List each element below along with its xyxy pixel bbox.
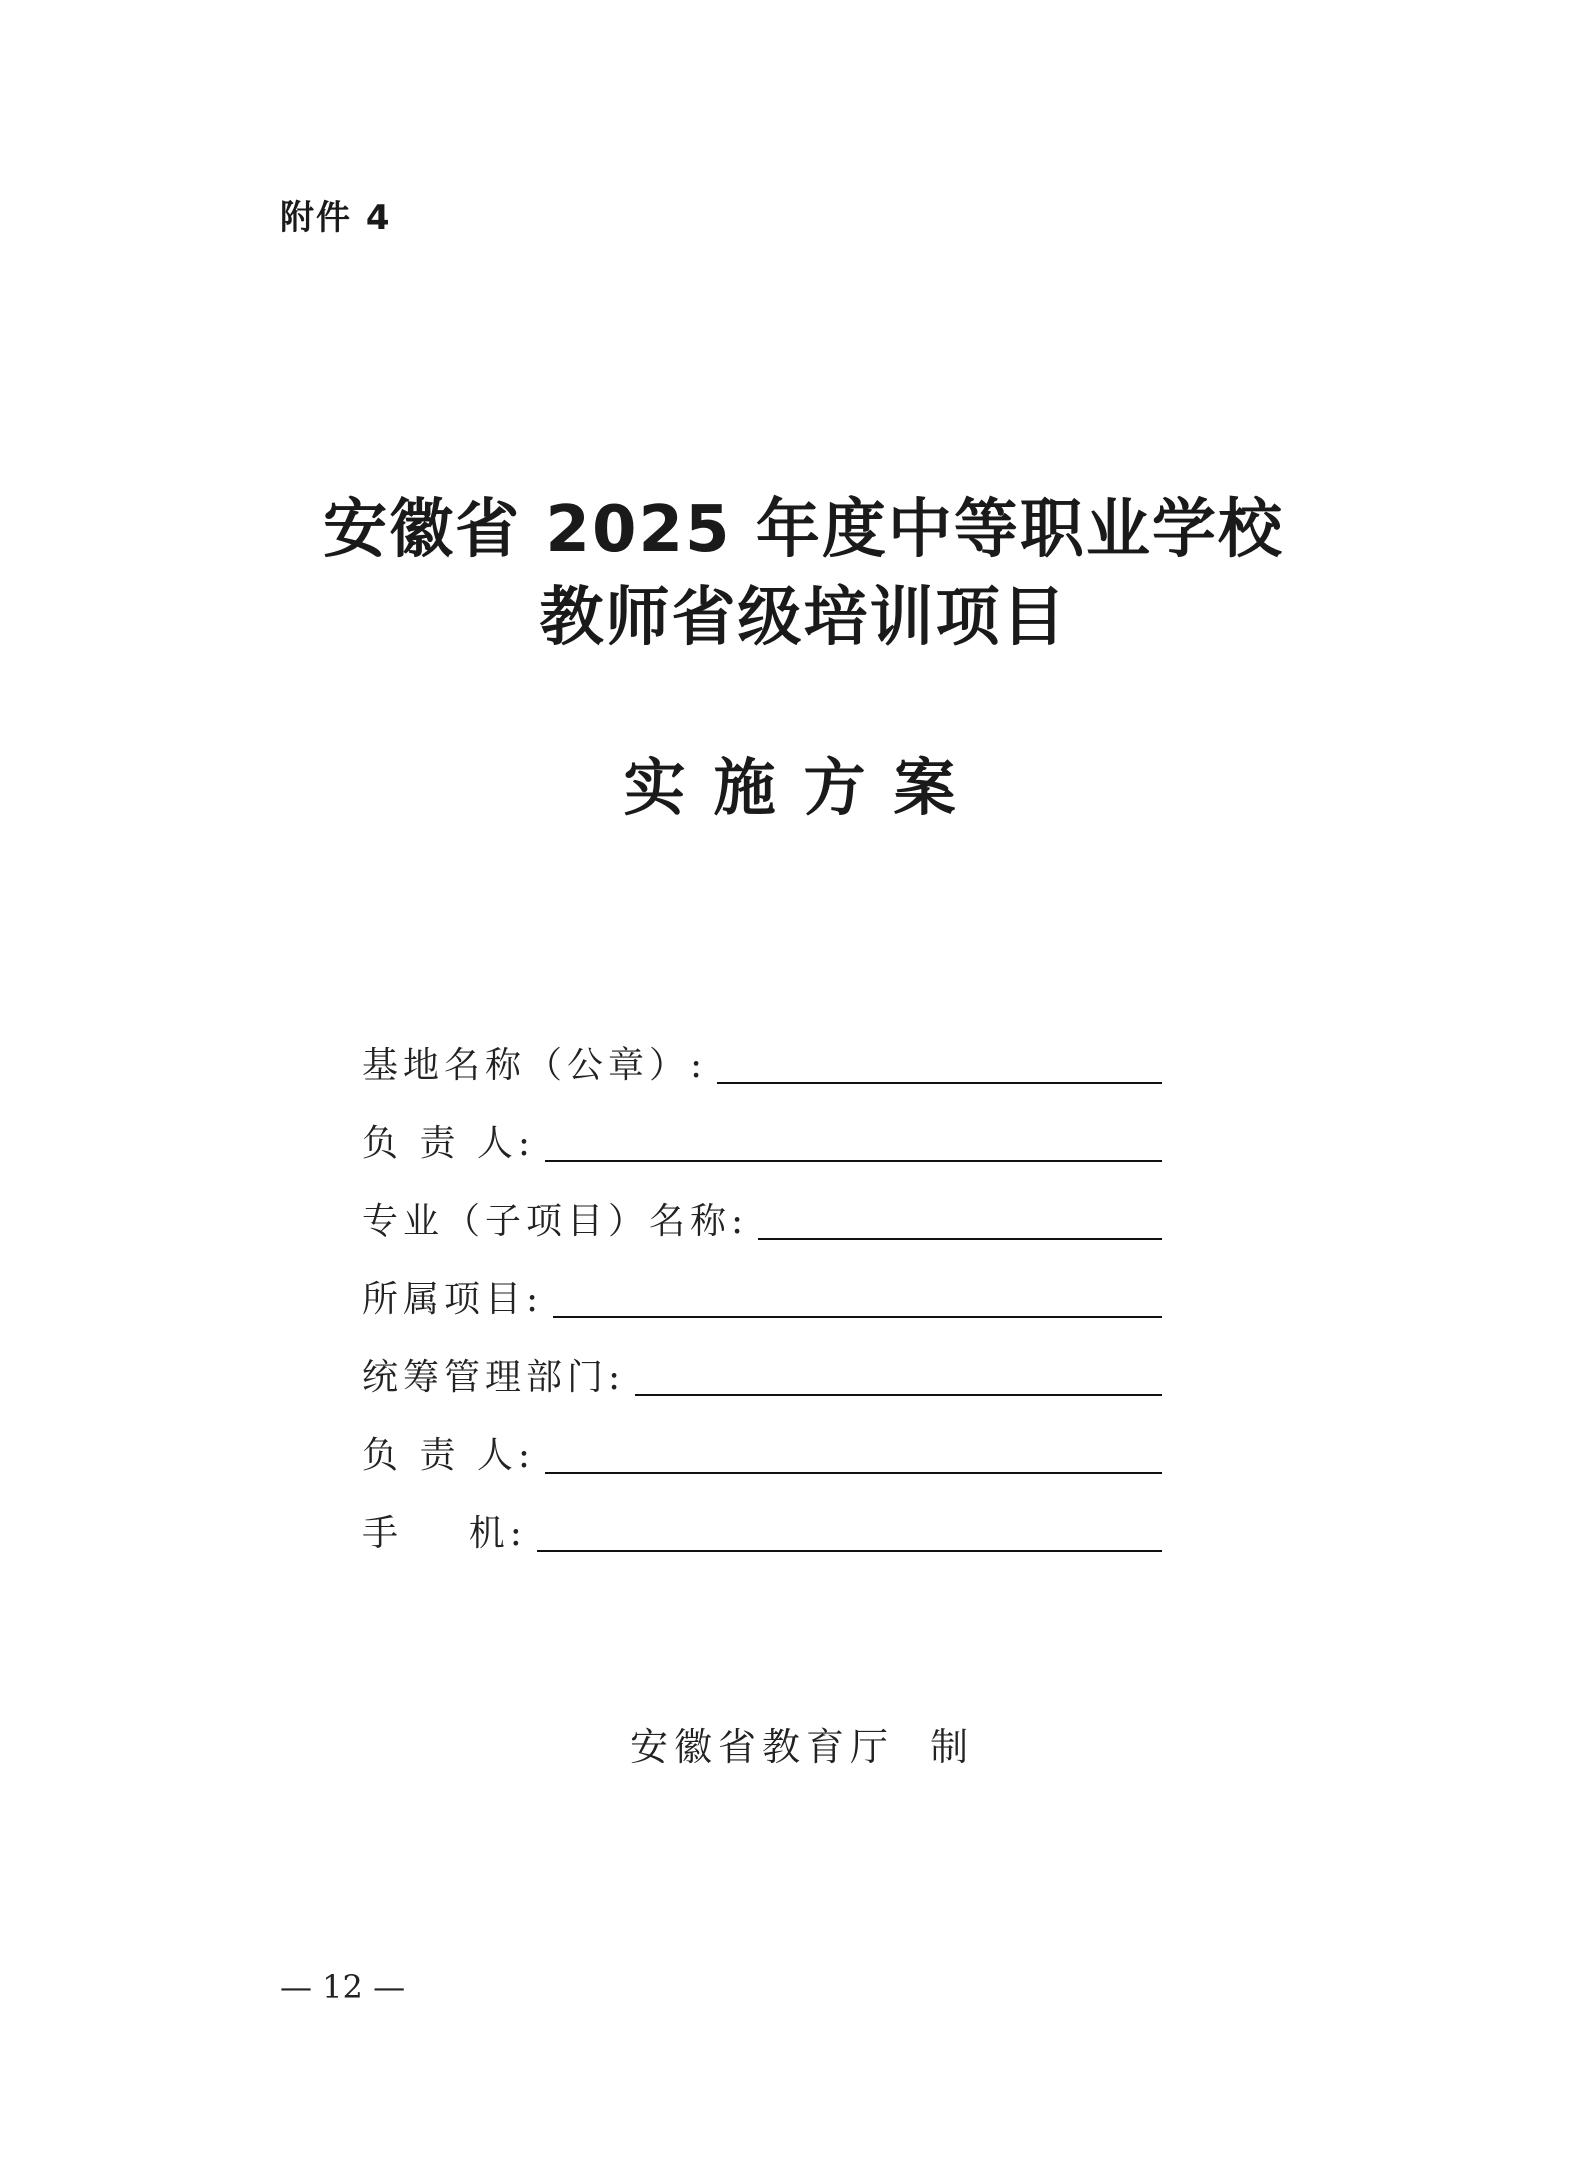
project-label: 所属项目: [362,1279,544,1320]
dept-person-in-charge-label: 负 责 人: [362,1435,536,1476]
form-row-project [362,1244,1162,1322]
base-name-field[interactable] [717,1042,1162,1084]
info-form [362,1010,1162,1556]
form-row-base-name [362,1010,1162,1088]
document-title-line-2: 教师省级培训项目 [539,581,1068,655]
mobile-label: 手 机: [362,1513,527,1554]
specialty-name-label: 专业（子项目）名称: [362,1201,749,1242]
attachment-label: 附件 4 [280,198,392,238]
form-row-specialty-name [362,1166,1162,1244]
mobile-field[interactable] [537,1510,1162,1552]
management-dept-field[interactable] [635,1354,1162,1396]
page-number: — 12 — [280,1968,406,2006]
plan-title: 实施方案 [623,751,984,824]
specialty-name-field[interactable] [758,1198,1162,1240]
document-title-line-1: 安徽省 2025 年度中等职业学校 [323,493,1284,567]
form-row-person-in-charge [362,1088,1162,1166]
dept-person-in-charge-field[interactable] [545,1432,1162,1474]
project-field[interactable] [553,1276,1162,1318]
base-name-label: 基地名称（公章）: [362,1045,708,1086]
form-row-dept-person-in-charge [362,1400,1162,1478]
person-in-charge-label: 负 责 人: [362,1123,536,1164]
form-row-mobile [362,1478,1162,1556]
person-in-charge-field[interactable] [545,1120,1162,1162]
management-dept-label: 统筹管理部门: [362,1357,626,1398]
issuer-text: 安徽省教育厅 制 [630,1725,975,1769]
form-row-management-dept [362,1322,1162,1400]
